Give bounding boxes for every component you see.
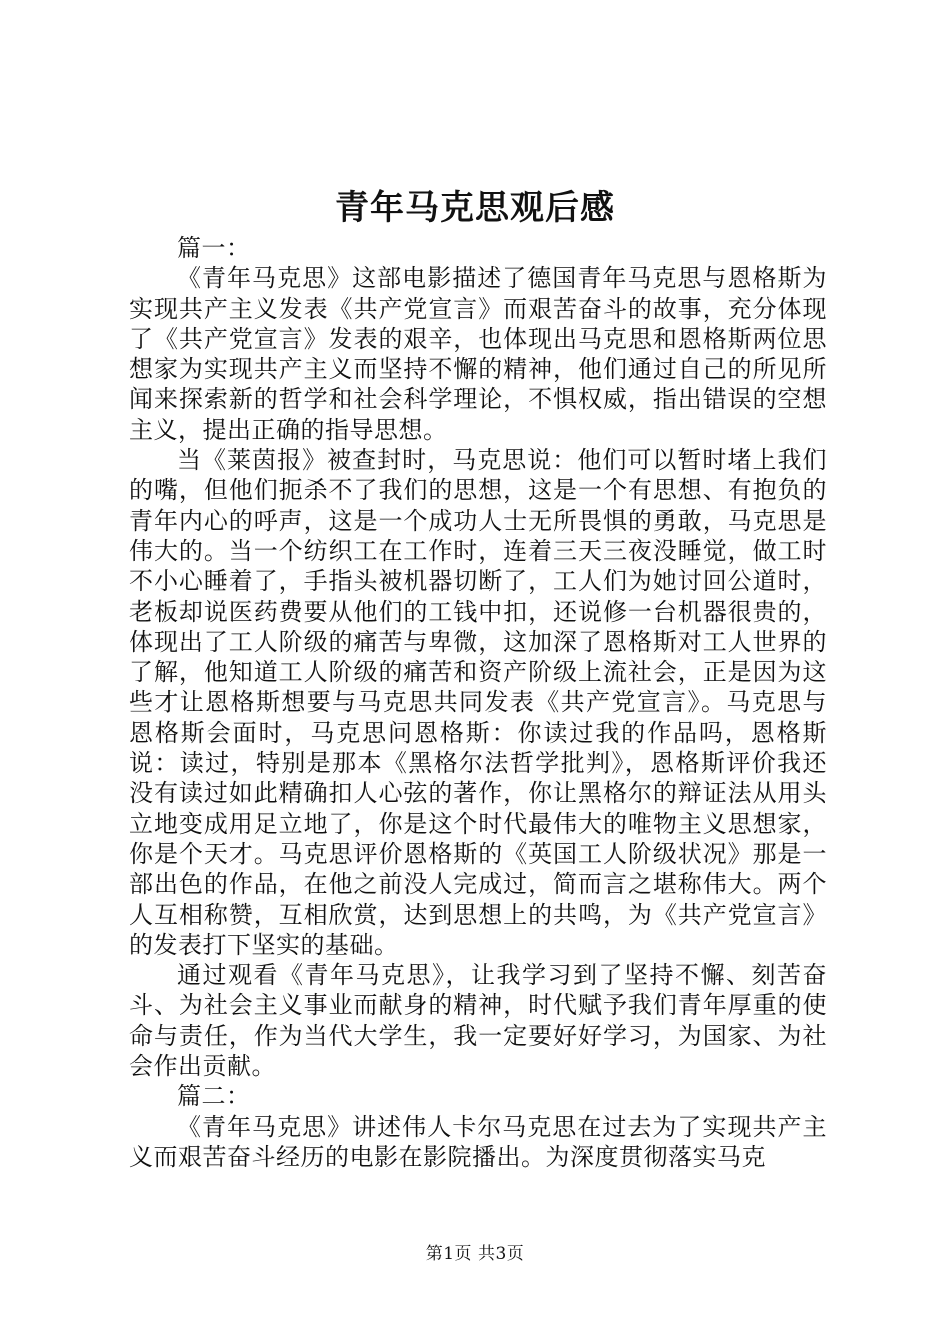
paragraph-1: 《青年马克思》这部电影描述了德国青年马克思与恩格斯为实现共产主义发表《共产党宣言》而艰苦奋斗的故事，充分体现了《共产党宣言》发表的艰辛，也体现出马克思和恩格斯两位思想家为实现共产主义而坚持不懈的精神，他们通过自己的所见所闻来探索新的哲学和社会科学理论，不惧权威，指出错误的空想主义，提出正确的指导思想。 — [129, 264, 827, 444]
paragraph-2: 当《莱茵报》被查封时，马克思说：他们可以暂时堵上我们的嘴，但他们扼杀不了我们的思想，这是一个有思想、有抱负的青年内心的呼声，这是一个成功人士无所畏惧的勇敢，马克思是伟大的。当一个纺织工在工作时，连着三天三夜没睡觉，做工时不小心睡着了，手指头被机器切断了，工人们为她讨回公道时，老板却说医药费要从他们的工钱中扣，还说修一台机器很贵的，体现出了工人阶级的痛苦与卑微，这加深了恩格斯对工人世界的了解，他知道工人阶级的痛苦和资产阶级上流社会，正是因为这些才让恩格斯想要与马克思共同发表《共产党宣言》。马克思与恩格斯会面时，马克思问恩格斯：你读过我的作品吗，恩格斯说：读过，特别是那本《黑格尔法哲学批判》，恩格斯评价我还没有读过如此精确扣人心弦的著作，你让黑格尔的辩证法从用头立地变成用足立地了，你是这个时代最伟大的唯物主义思想家，你是个天才。马克思评价恩格斯的《英国工人阶级状况》那是一部出色的作品，在他之前没人完成过，简而言之堪称伟大。两个人互相称赞，互相欣赏，达到思想上的共鸣，为《共产党宣言》的发表打下坚实的基础。 — [129, 446, 827, 959]
paragraph-4: 《青年马克思》讲述伟人卡尔马克思在过去为了实现共产主义而艰苦奋斗经历的电影在影院播出。为深度贯彻落实马克 — [129, 1112, 827, 1171]
paragraph-3: 通过观看《青年马克思》，让我学习到了坚持不懈、刻苦奋斗、为社会主义事业而献身的精神，时代赋予我们青年厚重的使命与责任，作为当代大学生，我一定要好好学习，为国家、为社会作出贡献。 — [129, 961, 827, 1081]
document-title: 青年马克思观后感 — [335, 188, 615, 228]
section-heading-2: 篇二： — [177, 1082, 251, 1111]
section-heading-1: 篇一： — [177, 234, 251, 262]
page-footer: 第1页 共3页 — [425, 1244, 525, 1264]
document-body — [129, 233, 827, 1172]
